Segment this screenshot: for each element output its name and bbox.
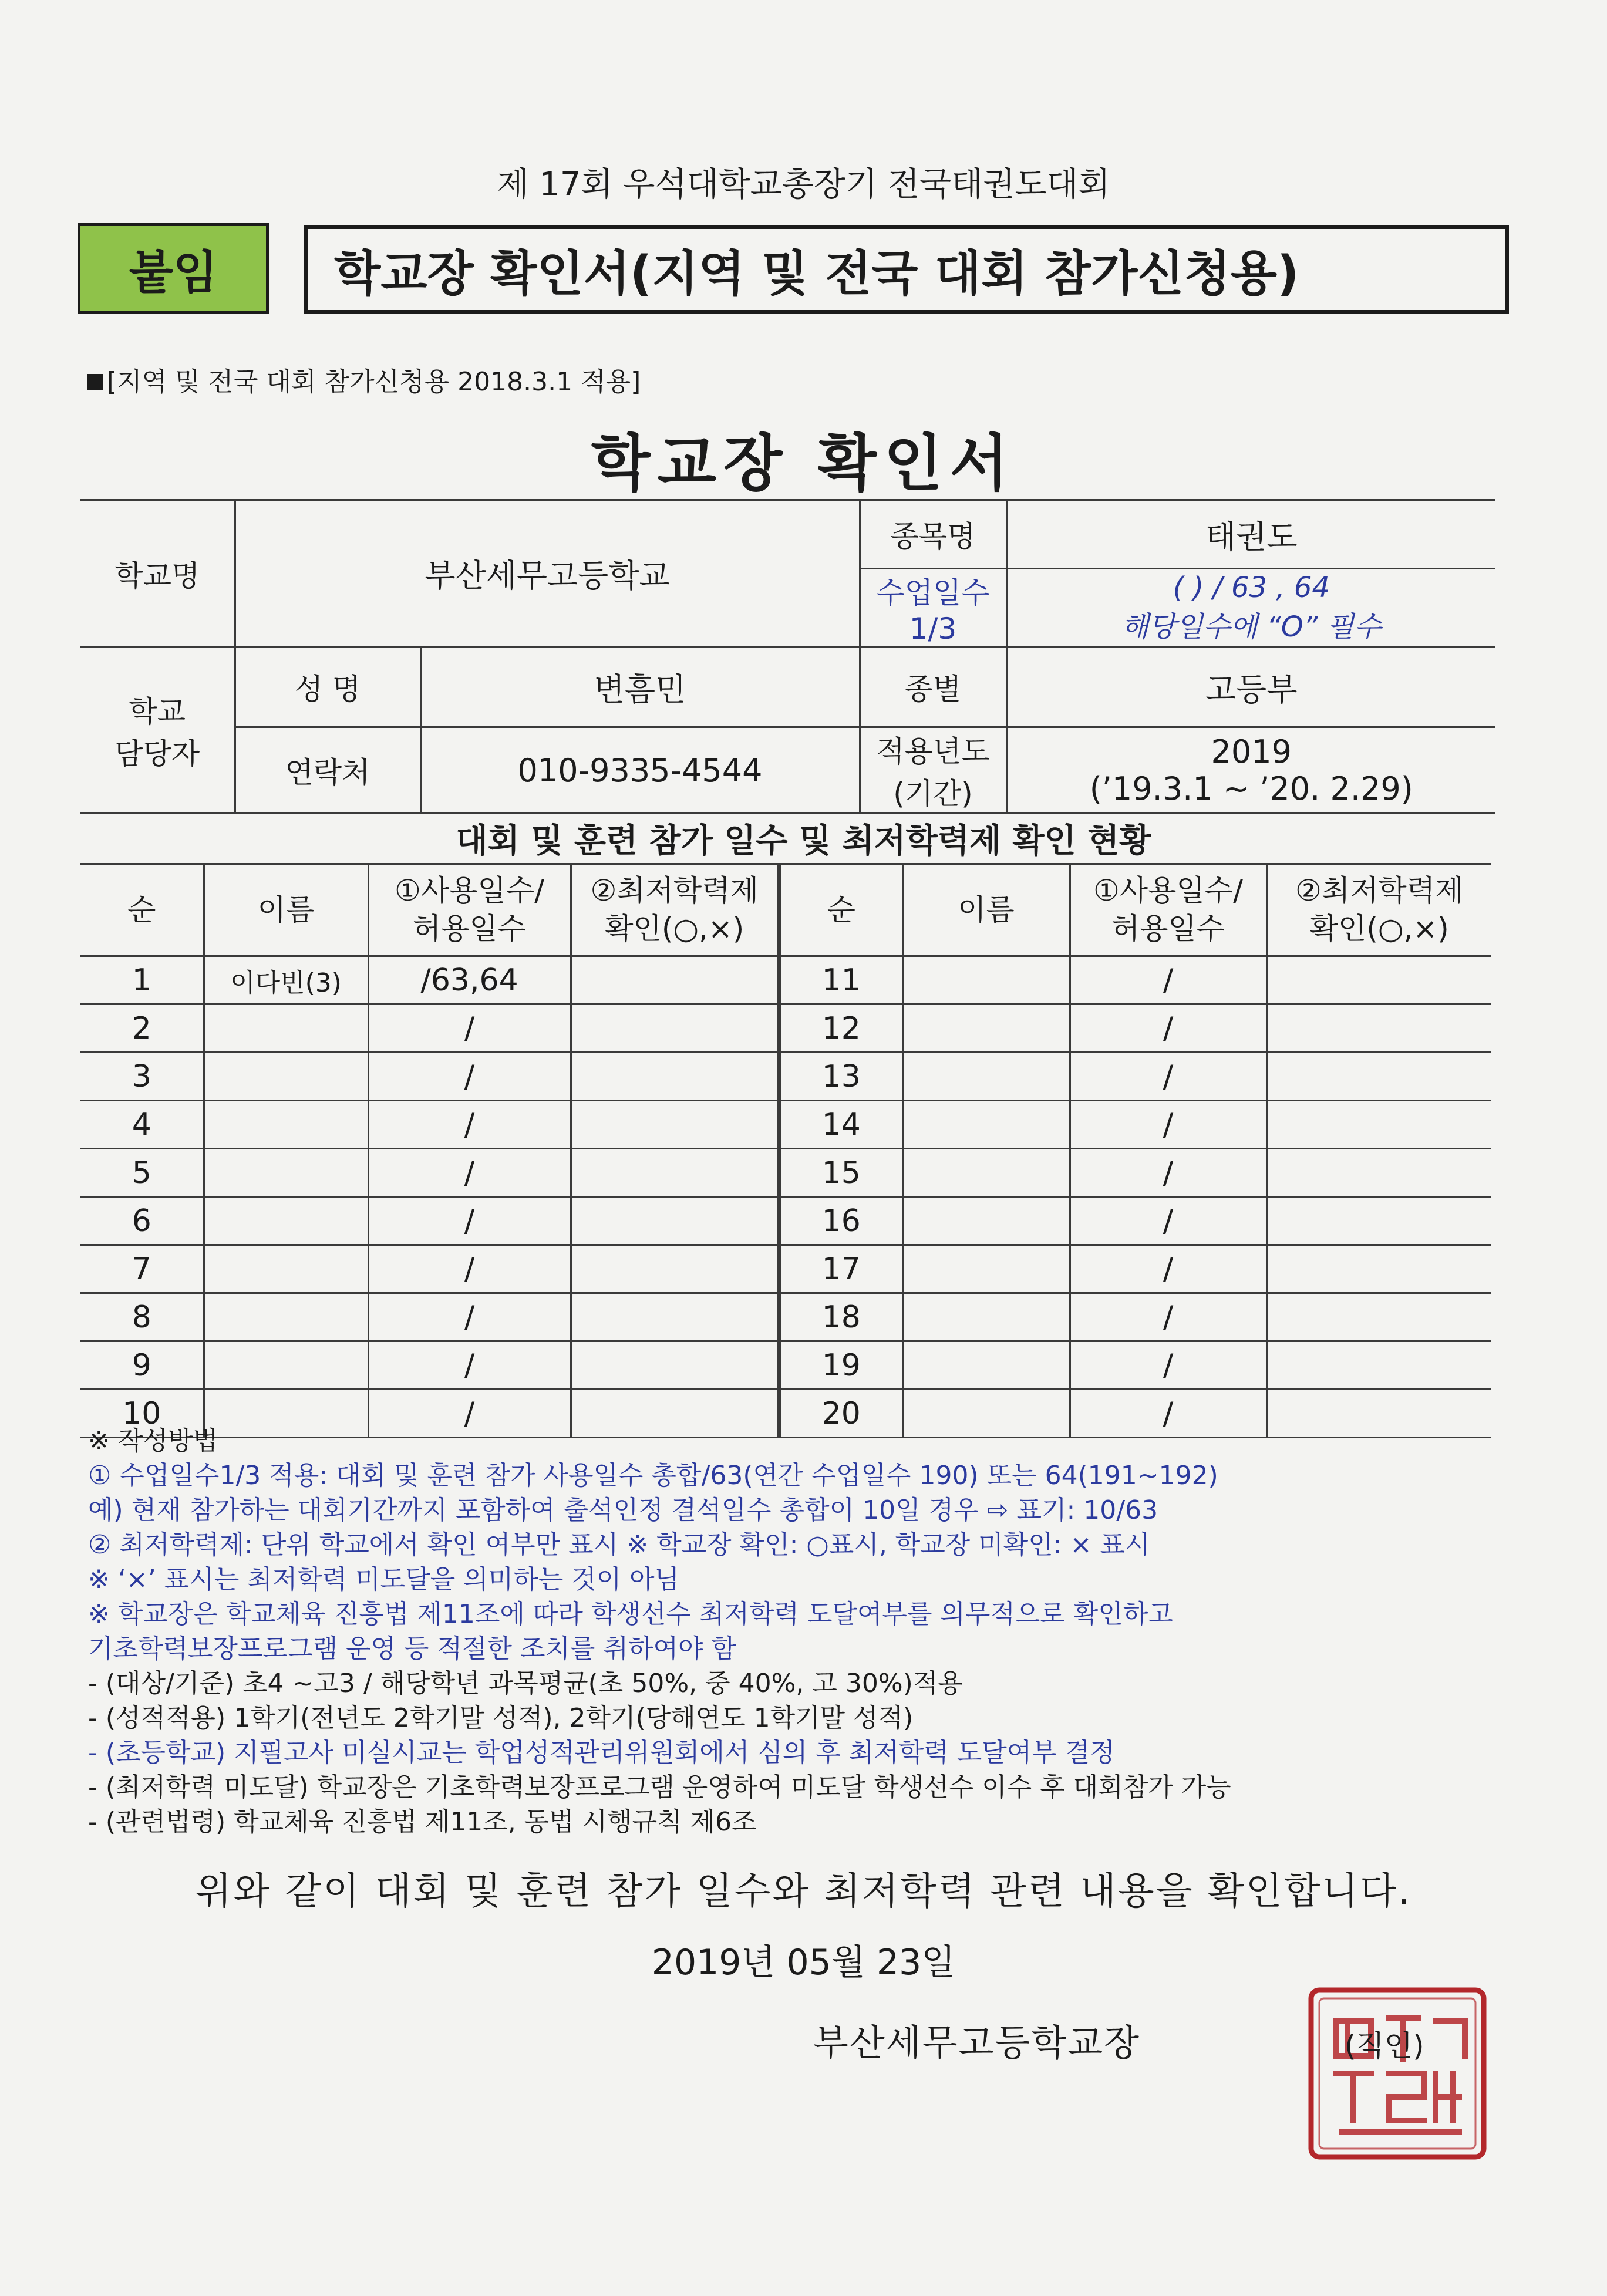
days-used: / <box>1070 1101 1266 1149</box>
academic-check <box>571 956 779 1004</box>
athlete-name <box>204 1245 368 1293</box>
contact-label: 연락처 <box>235 727 420 814</box>
academic-check <box>1266 1293 1491 1341</box>
athlete-name <box>902 1293 1070 1341</box>
name-value: 변흠민 <box>420 647 860 727</box>
row-number: 12 <box>779 1004 902 1053</box>
header-name: 이름 <box>902 864 1070 956</box>
note-line: 예) 현재 참가하는 대회기간까지 포함하여 출석인정 결석일수 총합이 10일 경우 ⇨ 표기: 10/63 <box>88 1495 1158 1525</box>
name-label: 성 명 <box>235 647 420 727</box>
days-used: / <box>368 1101 571 1149</box>
note-line: 기초학력보장프로그램 운영 등 적절한 조치를 취하여야 함 <box>88 1634 737 1664</box>
header-academic: ②최저학력제 확인(○,×) <box>571 864 779 956</box>
athlete-name <box>204 1101 368 1149</box>
confirmation-statement: 위와 같이 대회 및 훈련 참가 일수와 최저학력 관련 내용을 확인합니다. <box>195 1870 1412 1913</box>
row-number: 17 <box>779 1245 902 1293</box>
athlete-name <box>204 1149 368 1197</box>
table-row <box>80 1245 1491 1293</box>
academic-check <box>571 1149 779 1197</box>
attendance-rows <box>80 956 1491 1438</box>
signature-date: 2019년 05월 23일 <box>651 1942 956 1983</box>
row-number: 8 <box>80 1293 204 1341</box>
header-no: 순 <box>80 864 204 956</box>
athlete-name <box>204 1053 368 1101</box>
header-academic: ②최저학력제 확인(○,×) <box>1266 864 1491 956</box>
days-used: / <box>1070 1004 1266 1053</box>
athlete-name <box>204 1197 368 1245</box>
academic-check <box>1266 1004 1491 1053</box>
note-line: - (관련법령) 학교체육 진흥법 제11조, 동법 시행규칙 제6조 <box>88 1807 757 1837</box>
academic-check <box>571 1004 779 1053</box>
days-used: / <box>1070 1390 1266 1438</box>
header-days: ①사용일수/ 허용일수 <box>368 864 571 956</box>
academic-check <box>1266 1053 1491 1101</box>
athlete-name: 이다빈(3) <box>204 956 368 1004</box>
table-row <box>80 1149 1491 1197</box>
row-number: 1 <box>80 956 204 1004</box>
athlete-name <box>902 1149 1070 1197</box>
row-number: 18 <box>779 1293 902 1341</box>
days-used: / <box>368 1053 571 1101</box>
principal-title: 부산세무고등학교장 <box>813 2021 1141 2064</box>
days-used: / <box>368 1245 571 1293</box>
note-line: - (초등학교) 지필고사 미실시교는 학업성적관리위원회에서 심의 후 최저학력 도달여부 결정 <box>88 1738 1115 1768</box>
note-line: - (최저학력 미도달) 학교장은 기초학력보장프로그램 운영하여 미도달 학생선수 이수 후 대회참가 가능 <box>88 1772 1231 1802</box>
athlete-name <box>902 1004 1070 1053</box>
writing-notes <box>88 1424 1509 1839</box>
athlete-name <box>902 1053 1070 1101</box>
row-number: 3 <box>80 1053 204 1101</box>
competition-title: 제 17회 우석대학교총장기 전국태권도대회 <box>497 166 1110 204</box>
row-number: 7 <box>80 1245 204 1293</box>
academic-check <box>571 1341 779 1390</box>
athlete-name <box>902 1341 1070 1390</box>
event-label: 종목명 <box>860 500 1006 569</box>
table-row <box>80 956 1491 1004</box>
days-used: / <box>368 1390 571 1438</box>
table-row <box>80 1341 1491 1390</box>
academic-check <box>1266 1101 1491 1149</box>
applicability-note: [지역 및 전국 대회 참가신청용 2018.3.1 적용] <box>87 360 641 398</box>
athlete-name <box>204 1341 368 1390</box>
athlete-name <box>902 1101 1070 1149</box>
row-number: 6 <box>80 1197 204 1245</box>
athlete-name <box>902 956 1070 1004</box>
section-title: 대회 및 훈련 참가 일수 및 최저학력제 확인 현황 <box>456 822 1151 860</box>
row-number: 5 <box>80 1149 204 1197</box>
note-line: ※ ‘×’ 표시는 최저학력 미도달을 의미하는 것이 아님 <box>88 1565 680 1594</box>
school-info-table <box>80 499 1495 814</box>
header-title: 학교장 확인서(지역 및 전국 대회 참가신청용) <box>304 225 1509 314</box>
days-used: / <box>368 1149 571 1197</box>
header-name: 이름 <box>204 864 368 956</box>
row-number: 11 <box>779 956 902 1004</box>
athlete-name <box>902 1197 1070 1245</box>
table-row <box>80 1004 1491 1053</box>
academic-check <box>1266 1341 1491 1390</box>
staff-label: 학교 담당자 <box>80 647 235 814</box>
note-line: ② 최저학력제: 단위 학교에서 확인 여부만 표시 ※ 학교장 확인: ○표시, 학교장 미확인: × 표시 <box>88 1530 1150 1560</box>
row-number: 4 <box>80 1101 204 1149</box>
athlete-name <box>204 1293 368 1341</box>
academic-check <box>1266 1245 1491 1293</box>
table-row <box>80 1101 1491 1149</box>
table-row <box>80 1053 1491 1101</box>
class-days-value: ( ) / 63 , 64 해당일수에 “O” 필수 <box>1006 569 1495 647</box>
official-seal-icon <box>1306 1985 1488 2162</box>
row-number: 20 <box>779 1390 902 1438</box>
table-row <box>80 1197 1491 1245</box>
academic-check <box>571 1197 779 1245</box>
days-used: / <box>368 1197 571 1245</box>
seal-label: (직인) <box>1345 2029 1424 2063</box>
table-row <box>80 1293 1491 1341</box>
academic-check <box>571 1293 779 1341</box>
academic-check <box>571 1053 779 1101</box>
row-number: 16 <box>779 1197 902 1245</box>
note-line: - (성적적용) 1학기(전년도 2학기말 성적), 2학기(당해연도 1학기말 성적) <box>88 1703 914 1733</box>
attendance-table <box>80 863 1491 1438</box>
row-number: 13 <box>779 1053 902 1101</box>
academic-check <box>1266 1149 1491 1197</box>
days-used: / <box>1070 1293 1266 1341</box>
academic-check <box>571 1245 779 1293</box>
note-line: - (대상/기준) 초4 ~고3 / 해당학년 과목평균(초 50%, 중 40%, 고 30%)적용 <box>88 1668 963 1698</box>
row-number: 15 <box>779 1149 902 1197</box>
row-number: 10 <box>80 1390 204 1438</box>
year-value: 2019 (’19.3.1 ~ ’20. 2.29) <box>1006 727 1495 814</box>
class-days-label: 수업일수 1/3 <box>860 569 1006 647</box>
division-label: 종별 <box>860 647 1006 727</box>
row-number: 14 <box>779 1101 902 1149</box>
school-label: 학교명 <box>80 500 235 647</box>
division-value: 고등부 <box>1006 647 1495 727</box>
event-value: 태권도 <box>1006 500 1495 569</box>
academic-check <box>1266 956 1491 1004</box>
days-used: /63,64 <box>368 956 571 1004</box>
contact-value: 010-9335-4544 <box>420 727 860 814</box>
attachment-badge: 붙임 <box>78 223 269 314</box>
days-used: / <box>1070 1197 1266 1245</box>
header-no: 순 <box>779 864 902 956</box>
athlete-name <box>902 1245 1070 1293</box>
note-line: ※ 작성방법 <box>88 1426 218 1456</box>
header-days: ①사용일수/ 허용일수 <box>1070 864 1266 956</box>
academic-check <box>571 1101 779 1149</box>
document-title: 학교장 확인서 <box>591 427 1016 499</box>
note-line: ① 수업일수1/3 적용: 대회 및 훈련 참가 사용일수 총합/63(연간 수업일수 190) 또는 64(191~192) <box>88 1461 1218 1491</box>
days-used: / <box>368 1004 571 1053</box>
days-used: / <box>1070 1245 1266 1293</box>
days-used: / <box>1070 1149 1266 1197</box>
year-label: 적용년도 (기간) <box>860 727 1006 814</box>
days-used: / <box>1070 956 1266 1004</box>
days-used: / <box>368 1341 571 1390</box>
school-value: 부산세무고등학교 <box>235 500 860 647</box>
row-number: 2 <box>80 1004 204 1053</box>
note-line: ※ 학교장은 학교체육 진흥법 제11조에 따라 학생선수 최저학력 도달여부를 의무적으로 확인하고 <box>88 1599 1173 1629</box>
days-used: / <box>1070 1341 1266 1390</box>
days-used: / <box>368 1293 571 1341</box>
days-used: / <box>1070 1053 1266 1101</box>
row-number: 19 <box>779 1341 902 1390</box>
row-number: 9 <box>80 1341 204 1390</box>
athlete-name <box>204 1004 368 1053</box>
academic-check <box>1266 1197 1491 1245</box>
square-bullet-icon <box>87 374 103 390</box>
